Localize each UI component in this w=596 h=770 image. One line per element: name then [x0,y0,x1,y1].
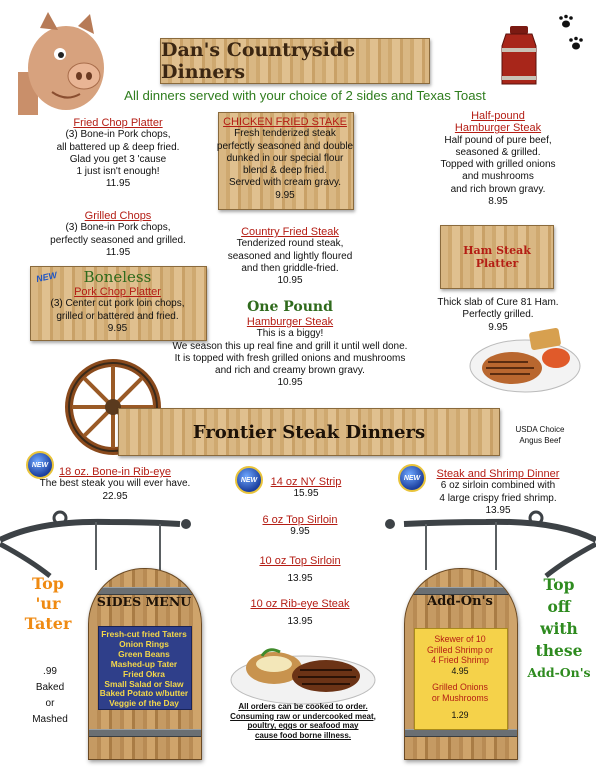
item-name: Country Fried Steak [241,226,339,238]
item-desc: It is topped with fresh grilled onions and mushrooms [174,352,406,364]
item-price: 22.95 [102,490,128,502]
item-price: 10.95 [277,275,303,287]
addon-item: 4 Fried Shrimp [431,655,489,666]
item-desc: seasoned & grilled. [455,146,541,158]
item-desc: and rich and creamy brown gravy. [215,365,365,377]
right-sign-bracket [376,500,596,580]
top-tater-opt: Mashed [32,714,68,725]
item-desc: 6 oz sirloin combined with [440,480,556,492]
item-desc: (3) Bone-in Pork chops, [65,222,171,234]
one-pound-script: One Pound [247,299,333,315]
sides-list [96,630,192,709]
side-item: Baked Potato w/butter [99,688,189,699]
top-tater-price: .99 [43,666,57,677]
item-price: 9.95 [488,321,508,333]
new-badge-icon: NEW [235,466,263,494]
menu-item-ribeye-18 [30,466,200,503]
ham-steak-sign [440,225,554,289]
item-name: Hamburger Steak [454,122,542,135]
page-title: Dan's Countryside Dinners [161,39,356,83]
menu-item-ny-strip [248,476,364,501]
item-desc: 1 just isn't enough! [76,166,160,178]
item-price: 11.95 [105,178,131,190]
item-desc: perfectly seasoned and double [216,140,354,152]
disclaimer-line: Consuming raw or undercooked meat, [230,711,376,721]
item-name: Grilled Chops [84,210,152,222]
top-tater-word: 'ur [35,594,61,613]
disclaimer-line: All orders can be cooked to order. [238,702,368,711]
top-tater-details [22,664,78,728]
item-price: 13.95 [485,504,511,516]
ham-sign-line: Platter [475,257,519,270]
item-desc: Thick slab of Cure 81 Ham. [437,297,559,308]
item-name: 18 oz. Bone-in Rib-eye [59,466,171,478]
item-desc: blend & deep fried. [243,165,327,177]
disclaimer-line: poultry, eggs or seafood may [247,721,359,731]
addon-item: Grilled Shrimp or [427,644,493,655]
item-desc: (3) Bone-in Pork chops, [65,129,171,141]
item-name: Hamburger Steak [246,316,334,328]
addon-price: 4.95 [451,665,469,676]
item-desc: This is a biggy! [256,328,324,340]
left-sign-bracket [0,500,200,580]
item-desc: We season this up real fine and grill it until well done. [172,340,408,352]
item-price: 9.95 [290,526,310,538]
top-tater-heading [18,574,78,634]
item-price: 8.95 [488,196,508,208]
item-name: 6 oz Top Sirloin [262,514,338,526]
ham-sign-line: Ham Steak [463,244,531,257]
new-badge-icon: NEW [26,451,54,479]
item-desc: seasoned and lightly floured [227,250,353,262]
item-price: 11.95 [105,246,131,258]
top-off-word: these [535,641,583,660]
item-desc: and mushrooms [462,171,534,183]
sides-title: SIDES MENU [96,594,192,609]
side-item: Onion Rings [119,638,169,649]
top-off-word: with [540,619,578,638]
item-name: Pork Chop Platter [74,286,161,298]
menu-item-half-pound [418,110,578,208]
menu-item-sirloin-6 [240,514,360,539]
item-name: 10 oz Rib-eye Steak [250,598,350,610]
item-price: 9.95 [275,189,295,201]
side-item: Mashed-up Tater [110,658,178,669]
header-subtitle: All dinners served with your choice of 2 sides and Texas Toast [124,88,486,103]
item-desc: Topped with grilled onions [440,159,556,171]
item-desc: Perfectly grilled. [462,309,534,321]
top-tater-opt: Baked [35,682,65,693]
item-name: Half-pound [471,110,525,122]
addon-item: Skewer of 10 [434,634,486,644]
item-price: 9.95 [107,322,128,334]
item-name: 10 oz Top Sirloin [259,555,341,567]
item-name: Fried Chop Platter [73,117,163,129]
frontier-title-sign [118,408,500,456]
menu-item-ribeye-10 [230,598,370,629]
item-desc: and rich brown gravy. [450,183,546,195]
side-item: Veggie of the Day [109,698,179,709]
addons-title: Add-On's [427,594,493,609]
item-desc: perfectly seasoned and grilled. [50,234,186,246]
usda-note [504,424,576,446]
top-off-word: Add-On's [527,665,591,680]
item-price: 15.95 [293,488,319,500]
item-desc: all battered up & deep fried. [56,141,180,153]
menu-item-fried-chop [28,117,208,191]
new-badge-icon: NEW [35,269,58,285]
new-badge-icon: NEW [398,464,426,492]
item-price: 13.95 [287,616,313,628]
pig-icon [18,10,110,115]
disclaimer [228,702,378,740]
steak-plate-icon [468,326,582,394]
frontier-title: Frontier Steak Dinners [192,421,426,443]
item-desc: Tenderized round steak, [236,238,344,250]
side-item: Fresh-cut fried Taters [101,629,187,639]
addon-item: Grilled Onions [432,682,488,693]
item-desc: Glad you get 3 'cause [69,153,167,165]
top-tater-opt: or [45,698,55,709]
top-tater-word: Top [32,574,64,593]
addons-list [412,634,508,720]
milk-can-icon [496,24,542,88]
boneless-script: Boneless [83,268,152,286]
addon-item: or Mushrooms [431,692,489,703]
item-price: 10.95 [277,377,303,389]
item-name: Steak and Shrimp Dinner [436,468,560,480]
potato-steak-plate-icon [228,634,378,706]
item-desc: The best steak you will ever have. [39,478,191,490]
side-item: Fried Okra [123,668,165,679]
menu-item-chicken-fried [216,116,354,202]
item-desc: and then griddle-fried. [241,262,339,274]
top-off-word: off [547,597,571,616]
top-off-word: Top [543,575,575,594]
menu-item-country-fried [215,226,365,287]
menu-item-grilled-chops [28,210,208,259]
usda-line: Angus Beef [519,436,561,445]
disclaimer-line: cause food borne illness. [254,730,352,740]
item-price: 13.95 [287,573,313,585]
item-desc: Half pound of pure beef, [444,134,552,146]
item-desc: 4 large crispy fried shrimp. [439,492,557,504]
top-off-heading [526,574,592,684]
item-desc: Served with cream gravy. [228,177,342,189]
item-desc: grilled or battered and fried. [56,310,179,322]
item-desc: dunked in our special flour [226,152,344,164]
side-item: Green Beans [118,648,170,659]
usda-line: USDA Choice [515,425,565,434]
paw-prints-icon [556,14,586,54]
menu-item-one-pound [168,298,412,390]
addon-price: 1.29 [451,709,469,720]
side-item: Small Salad or Slaw [104,678,184,689]
menu-item-sirloin-10 [240,555,360,586]
header-title-sign [160,38,430,84]
item-name: CHICKEN FRIED STAKE [223,116,347,128]
item-name: 14 oz NY Strip [270,476,342,488]
item-desc: (3) Center cut pork loin chops, [50,298,185,310]
top-tater-word: Tater [24,614,72,633]
item-desc: Fresh tenderized steak [234,128,336,140]
